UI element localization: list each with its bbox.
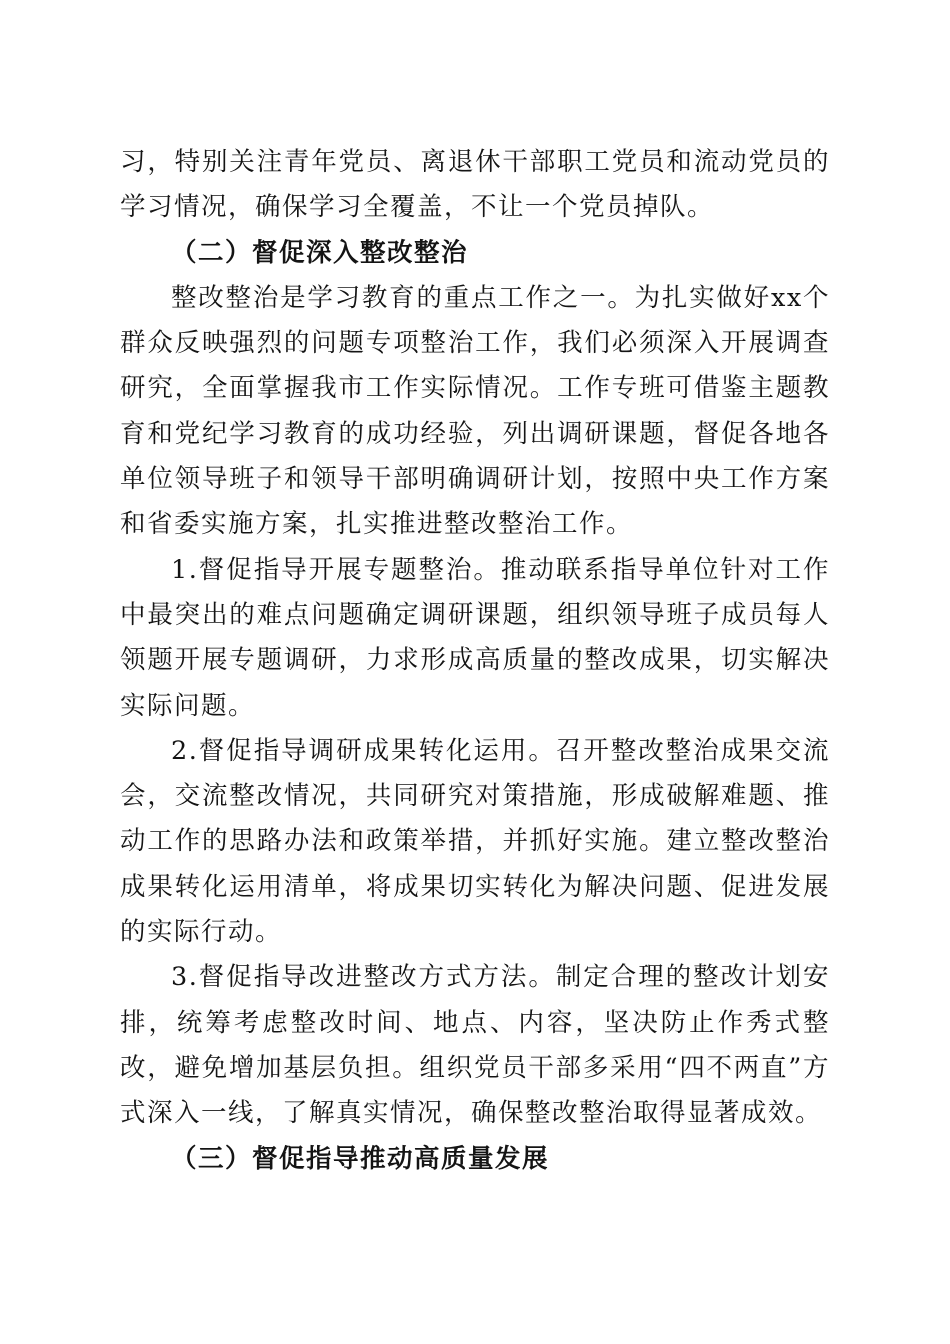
paragraph-intro: 整改整治是学习教育的重点工作之一。为扎实做好xx个群众反映强烈的问题专项整治工作，我们必须深入开展调查研究，全面掌握我市工作实际情况。工作专班可借鉴主题教育和党纪学习教育的成功经验，列出调研课题，督促各地各单位领导班子和领导干部明确调研计划，按照中央工作方案和省委实施方案，扎实推进整改整治工作。 <box>120 282 830 540</box>
section-heading-2: （二）督促深入整改整治 <box>171 237 469 268</box>
section-heading-3: （三）督促指导推动高质量发展 <box>171 1143 550 1174</box>
paragraph-item-3: 3.督促指导改进整改方式方法。制定合理的整改计划安排，统筹考虑整改时间、地点、内容，坚决防止作秀式整改，避免增加基层负担。组织党员干部多采用“四不两直”方式深入一线，了解真实情况，确保整改整治取得显著成效。 <box>120 962 830 1129</box>
paragraph-continuation: 习，特别关注青年党员、离退休干部职工党员和流动党员的学习情况，确保学习全覆盖，不让一个党员掉队。 <box>120 147 830 223</box>
paragraph-item-1: 1.督促指导开展专题整治。推动联系指导单位针对工作中最突出的难点问题确定调研课题，组织领导班子成员每人领题开展专题调研，力求形成高质量的整改成果，切实解决实际问题。 <box>120 554 830 721</box>
paragraph-item-2: 2.督促指导调研成果转化运用。召开整改整治成果交流会，交流整改情况，共同研究对策措施，形成破解难题、推动工作的思路办法和政策举措，并抓好实施。建立整改整治成果转化运用清单，将成果切实转化为解决问题、促进发展的实际行动。 <box>120 735 830 948</box>
document-page <box>120 140 830 1182</box>
